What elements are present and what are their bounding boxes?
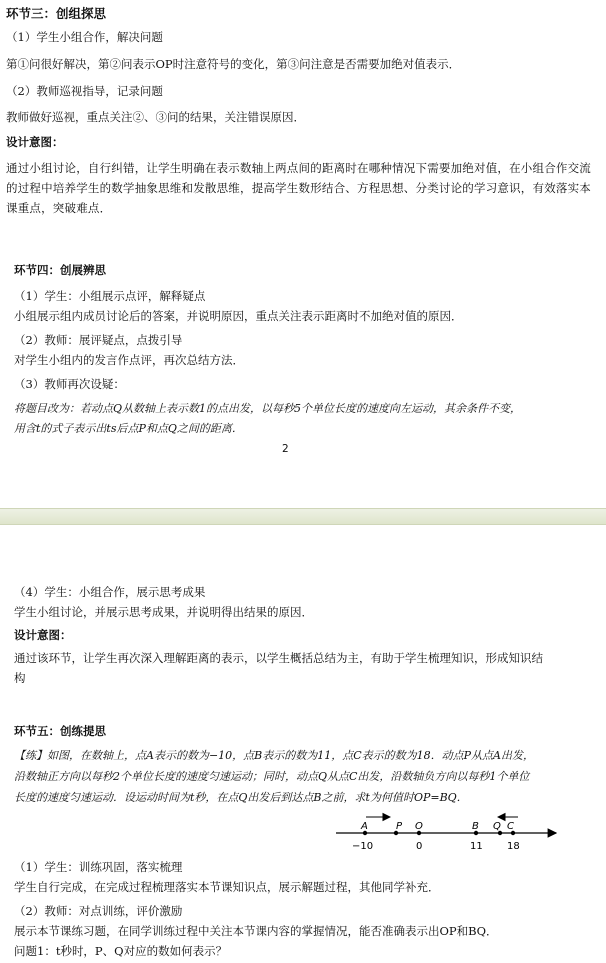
s3-item2: （2）教师巡视指导，记录问题 (6, 84, 163, 98)
label-p: P (396, 821, 403, 832)
section5-title: 环节五：创练提思 (14, 724, 106, 738)
label-q: Q (493, 821, 501, 832)
design-line1-2: 通过该环节，让学生再次深入理解距离的表示，以学生概括总结为主，有助于学生梳理知识，形成知识结 (14, 651, 543, 665)
design-line2-2: 构 (14, 671, 26, 685)
tick-minus10: −10 (352, 841, 374, 852)
s5-question1: 问题1：t秒时，P、Q对应的数如何表示？ (14, 944, 228, 958)
label-o: O (415, 821, 423, 832)
s5-line1: 学生自行完成，在完成过程梳理落实本节课知识点，展示解题过程，其他同学补充． (14, 880, 440, 894)
s4-question-line2: 用含t的式子表示出ts后点P和点Q之间的距离． (14, 422, 243, 435)
section4-title: 环节四：创展辨思 (14, 263, 106, 277)
s3-item1: （1）学生小组合作，解决问题 (6, 30, 163, 44)
s5-item1: （1）学生：训练巩固，落实梳理 (14, 860, 183, 874)
s3-line2: 教师做好巡视，重点关注②、③问的结果，关注错误原因． (6, 110, 305, 124)
exercise-line1: 【练】如图，在数轴上，点A表示的数为−10，点B表示的数为11，点C表示的数为18．动点P从点A出发， (14, 749, 534, 762)
design-title-1: 设计意图： (6, 135, 64, 149)
s5-item2: （2）教师：对点训练，评价激励 (14, 904, 183, 918)
s4-line2: 对学生小组内的发言作点评，再次总结方法． (14, 353, 244, 367)
label-b: B (472, 821, 479, 832)
exercise-line3: 长度的速度匀速运动．设运动时间为t秒，在点Q出发后到达点B之前，求t为何值时OP=BQ． (14, 791, 468, 804)
s4-item4: （4）学生：小组合作，展示思考成果 (14, 585, 206, 599)
s4-item2: （2）教师：展评疑点，点拨引导 (14, 333, 183, 347)
tick-11: 11 (470, 841, 483, 852)
s4-question-line1: 将题目改为：若动点Q从数轴上表示数1的点出发，以每秒5个单位长度的速度向左运动，其余条件不变， (14, 402, 522, 415)
s4-line1: 小组展示组内成员讨论后的答案，并说明原因，重点关注表示距离时不加绝对值的原因． (14, 309, 463, 323)
design-text-1: 通过小组讨论，自行纠错，让学生明确在表示数轴上两点间的距离时在哪种情况下需要加绝对值，在小组合作交流的过程中培养学生的数学抽象思维和发散思维，提高学生数形结合、方程思想、分类讨论的学习意识，有效落实本课重点，突破难点． (6, 161, 591, 215)
page-number: 2 (282, 443, 289, 455)
s4-item1: （1）学生：小组展示点评，解释疑点 (14, 289, 206, 303)
design-title-2: 设计意图： (14, 628, 72, 642)
label-c: C (507, 821, 514, 832)
s4-item3: （3）教师再次设疑： (14, 377, 125, 391)
page-separator (0, 508, 606, 525)
s3-line1: 第①问很好解决，第②问表示OP时注意符号的变化，第③问注意是否需要加绝对值表示． (6, 57, 461, 71)
section3-title: 环节三：创组探思 (6, 6, 107, 21)
tick-18: 18 (507, 841, 520, 852)
label-a: A (361, 821, 368, 832)
exercise-line2: 沿数轴正方向以每秒2个单位长度的速度匀速运动；同时，动点Q从点C出发，沿数轴负方向以每秒1个单位 (14, 770, 530, 783)
s5-line2: 展示本节课练习题，在同学训练过程中关注本节课内容的掌握情况，能否准确表示出OP和BQ． (14, 924, 498, 938)
tick-0: 0 (416, 841, 423, 852)
number-line-figure (330, 808, 560, 858)
s4-line4: 学生小组讨论，并展示思考成果，并说明得出结果的原因． (14, 605, 313, 619)
